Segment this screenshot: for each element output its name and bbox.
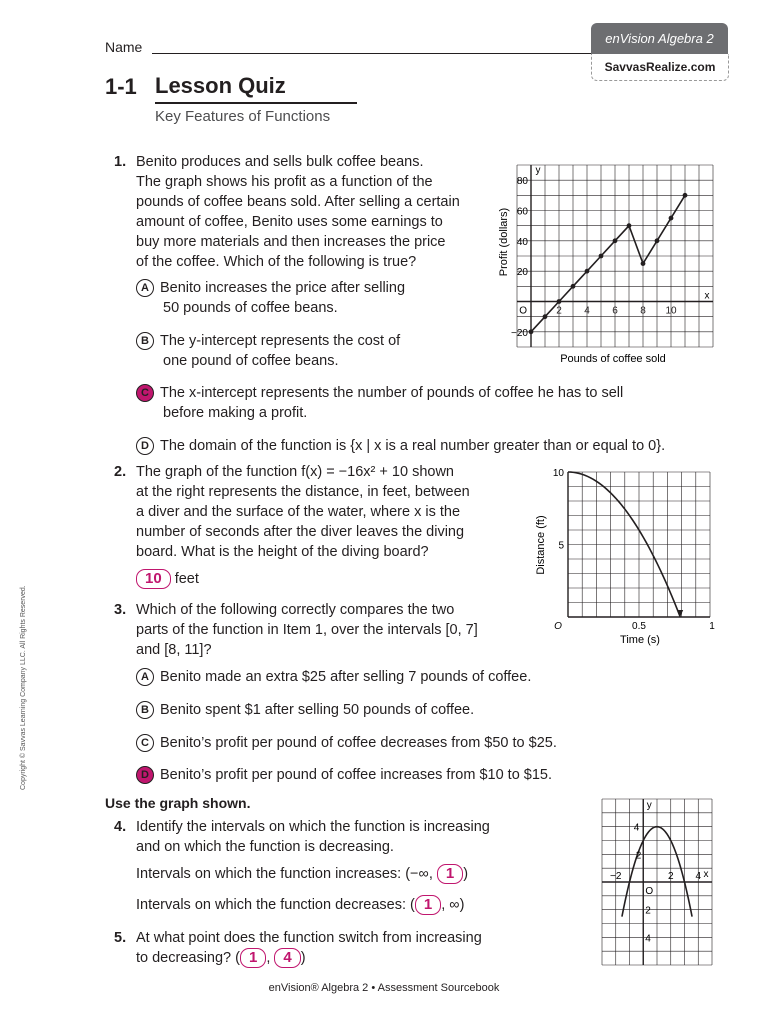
parabola-graph	[598, 795, 716, 970]
data-point	[571, 284, 576, 289]
q2-unit: feet	[174, 571, 199, 587]
y-tick-label: 2	[635, 850, 642, 862]
data-point	[641, 261, 646, 266]
q5-answer-x[interactable]: 1	[240, 948, 266, 968]
q5-suffix: )	[300, 950, 306, 966]
tick-labels	[553, 468, 715, 632]
choice-text: Benito’s profit per pound of coffee decreases from $50 to $25.	[160, 735, 557, 751]
data-marks	[529, 193, 688, 334]
y-axis-letter: y	[535, 165, 541, 176]
q4-inc-prefix: Intervals on which the function increases: (−∞,	[136, 866, 433, 882]
copyright: Copyright © Savvas Learning Company LLC. All Rights Reserved.	[20, 585, 27, 790]
grid	[517, 165, 713, 347]
x-tick-label: 10	[665, 305, 677, 317]
choice-letter-c-selected[interactable]: C	[136, 384, 154, 402]
y-tick-label: 5	[558, 540, 564, 552]
q2-line: The graph of the function f(x) = −16x² + 10 shown	[136, 464, 454, 480]
q1-choice-a[interactable]	[136, 278, 405, 318]
q2-text	[136, 462, 526, 562]
y-axis-label: Distance (ft)	[535, 515, 547, 575]
lesson-title: Lesson Quiz	[155, 73, 286, 98]
choice-letter-a[interactable]: A	[136, 668, 154, 686]
y-tick-label: −20	[511, 327, 528, 339]
q3-choice-d[interactable]	[136, 765, 552, 785]
q2-line: at the right represents the distance, in feet, between	[136, 484, 470, 500]
q5-number: 5.	[114, 930, 127, 946]
y-axis-label: Profit (dollars)	[498, 207, 510, 277]
choice-letter-d[interactable]: D	[136, 437, 154, 455]
q4-inc-answer[interactable]: 1	[437, 864, 463, 884]
x-tick-label: 4	[584, 305, 590, 317]
choice-text: The domain of the function is {x | x is a real number greater than or equal to 0}.	[160, 438, 666, 454]
x-tick-label: 1	[709, 621, 715, 632]
data-point	[529, 329, 534, 334]
q4-text	[136, 817, 576, 857]
data-point	[627, 223, 632, 228]
choice-text: The x-intercept represents the number of pounds of coffee he has to sell	[160, 385, 624, 401]
q5-text	[136, 928, 556, 968]
data-point	[655, 238, 660, 243]
data-point	[585, 269, 590, 274]
q2-line: number of seconds after the diver leaves the diving	[136, 524, 465, 540]
q3-choice-a[interactable]	[136, 667, 531, 687]
q3-choice-c[interactable]	[136, 733, 557, 753]
tick-labels	[610, 800, 708, 944]
q3-line: parts of the function in Item 1, over the intervals [0, 7]	[136, 622, 478, 638]
x-tick-label: −2	[610, 871, 622, 882]
choice-text: 50 pounds of coffee beans.	[163, 300, 338, 316]
q1-choice-c[interactable]	[136, 383, 623, 423]
x-tick-label: 2	[556, 305, 562, 317]
q5-line: At what point does the function switch from increasing	[136, 930, 482, 946]
lesson-subtitle: Key Features of Functions	[155, 108, 331, 125]
x-tick-label: 4	[695, 871, 702, 882]
q1-choice-b[interactable]	[136, 331, 400, 371]
q1-line: amount of coffee, Benito uses some earnings to	[136, 214, 443, 230]
name-line[interactable]	[152, 53, 592, 54]
choice-letter-a[interactable]: A	[136, 279, 154, 297]
q4-inc-suffix: )	[463, 866, 469, 882]
q1-line: Benito produces and sells bulk coffee beans.	[136, 154, 424, 170]
q4-increasing-row	[136, 864, 468, 884]
name-label: Name	[105, 39, 143, 55]
profit-graph	[495, 155, 725, 370]
origin-label: O	[645, 886, 654, 897]
q2-answer-row	[136, 569, 199, 589]
tick-labels	[511, 165, 709, 339]
q5-comma: ,	[266, 950, 271, 966]
q3-text	[136, 600, 536, 660]
y-tick-label: 4	[645, 933, 651, 945]
q1-number: 1.	[114, 154, 127, 170]
choice-text: one pound of coffee beans.	[163, 353, 339, 369]
y-tick-label: 10	[552, 468, 564, 479]
q3-line: Which of the following correctly compares the two	[136, 602, 455, 618]
q5-answer-y[interactable]: 4	[274, 948, 300, 968]
q4-line: Identify the intervals on which the function is increasing	[136, 819, 490, 835]
data-point	[599, 254, 604, 259]
brand-logo: enVision Algebra 2	[591, 23, 728, 54]
origin-label: O	[554, 621, 562, 632]
grid	[568, 472, 710, 617]
title-rule	[155, 102, 357, 104]
q2-answer[interactable]: 10	[136, 569, 171, 589]
profit-line	[531, 195, 685, 331]
q1-line: buy more materials and then increases the price	[136, 234, 446, 250]
q1-line: The graph shows his profit as a function of the	[136, 174, 433, 190]
y-tick-label: 20	[516, 267, 528, 279]
q3-line: and [8, 11]?	[136, 642, 212, 658]
site-label: SavvasRealize.com	[591, 54, 729, 81]
x-axis-label: Time (s)	[620, 634, 660, 646]
choice-text: before making a profit.	[163, 405, 308, 421]
q4-number: 4.	[114, 819, 127, 835]
q1-line: of the coffee. Which of the following is true?	[136, 254, 417, 270]
section-label: Use the graph shown.	[105, 795, 251, 811]
q4-dec-suffix: , ∞)	[441, 897, 465, 913]
data-point	[613, 238, 618, 243]
x-axis-label: Pounds of coffee sold	[560, 353, 666, 365]
q4-decreasing-row	[136, 895, 464, 915]
x-axis-letter: x	[703, 869, 709, 880]
y-tick-label: 80	[516, 176, 528, 188]
y-axis-letter: y	[646, 800, 652, 811]
choice-letter-c[interactable]: C	[136, 734, 154, 752]
choice-text: The y-intercept represents the cost of	[160, 333, 401, 349]
y-tick-label: 60	[516, 206, 528, 218]
x-tick-label: 2	[667, 871, 674, 882]
q4-line: and on which the function is decreasing.	[136, 839, 394, 855]
data-point	[669, 216, 674, 221]
x-tick-label: 0.5	[632, 621, 646, 632]
q2-line: a diver and the surface of the water, where x is the	[136, 504, 461, 520]
y-tick-label: 4	[633, 822, 640, 834]
q2-number: 2.	[114, 464, 127, 480]
x-axis-letter: x	[704, 290, 710, 302]
choice-text: Benito spent $1 after selling 50 pounds of coffee.	[160, 702, 475, 718]
q2-line: board. What is the height of the diving board?	[136, 544, 429, 560]
q5-line2	[136, 948, 556, 968]
y-tick-label: 2	[645, 905, 651, 917]
choice-text: Benito’s profit per pound of coffee increases from $10 to $15.	[160, 767, 553, 783]
q1-text	[136, 152, 501, 272]
choice-letter-b[interactable]: B	[136, 332, 154, 350]
footer: enVision® Algebra 2 • Assessment Sourcebook	[268, 982, 500, 994]
q1-choice-d[interactable]	[136, 436, 665, 456]
lesson-number: 1-1	[105, 74, 137, 99]
choice-letter-d-selected[interactable]: D	[136, 766, 154, 784]
data-point	[683, 193, 688, 198]
q1-line: pounds of coffee beans sold. After selling a certain	[136, 194, 460, 210]
data-point	[543, 314, 548, 319]
x-tick-label: 6	[612, 305, 618, 317]
y-tick-label: 40	[516, 236, 528, 248]
q3-choice-b[interactable]	[136, 700, 474, 720]
q3-number: 3.	[114, 602, 127, 618]
choice-text: Benito increases the price after selling	[160, 280, 406, 296]
data-point	[557, 299, 562, 304]
origin-label: O	[519, 305, 527, 317]
grid	[602, 799, 712, 965]
q5-prefix: to decreasing? (	[136, 950, 240, 966]
choice-letter-b[interactable]: B	[136, 701, 154, 719]
choice-text: Benito made an extra $25 after selling 7 pounds of coffee.	[160, 669, 532, 685]
q4-dec-prefix: Intervals on which the function decreases: (	[136, 897, 415, 913]
q4-dec-answer[interactable]: 1	[415, 895, 441, 915]
distance-graph	[530, 462, 720, 652]
x-tick-label: 8	[640, 305, 646, 317]
